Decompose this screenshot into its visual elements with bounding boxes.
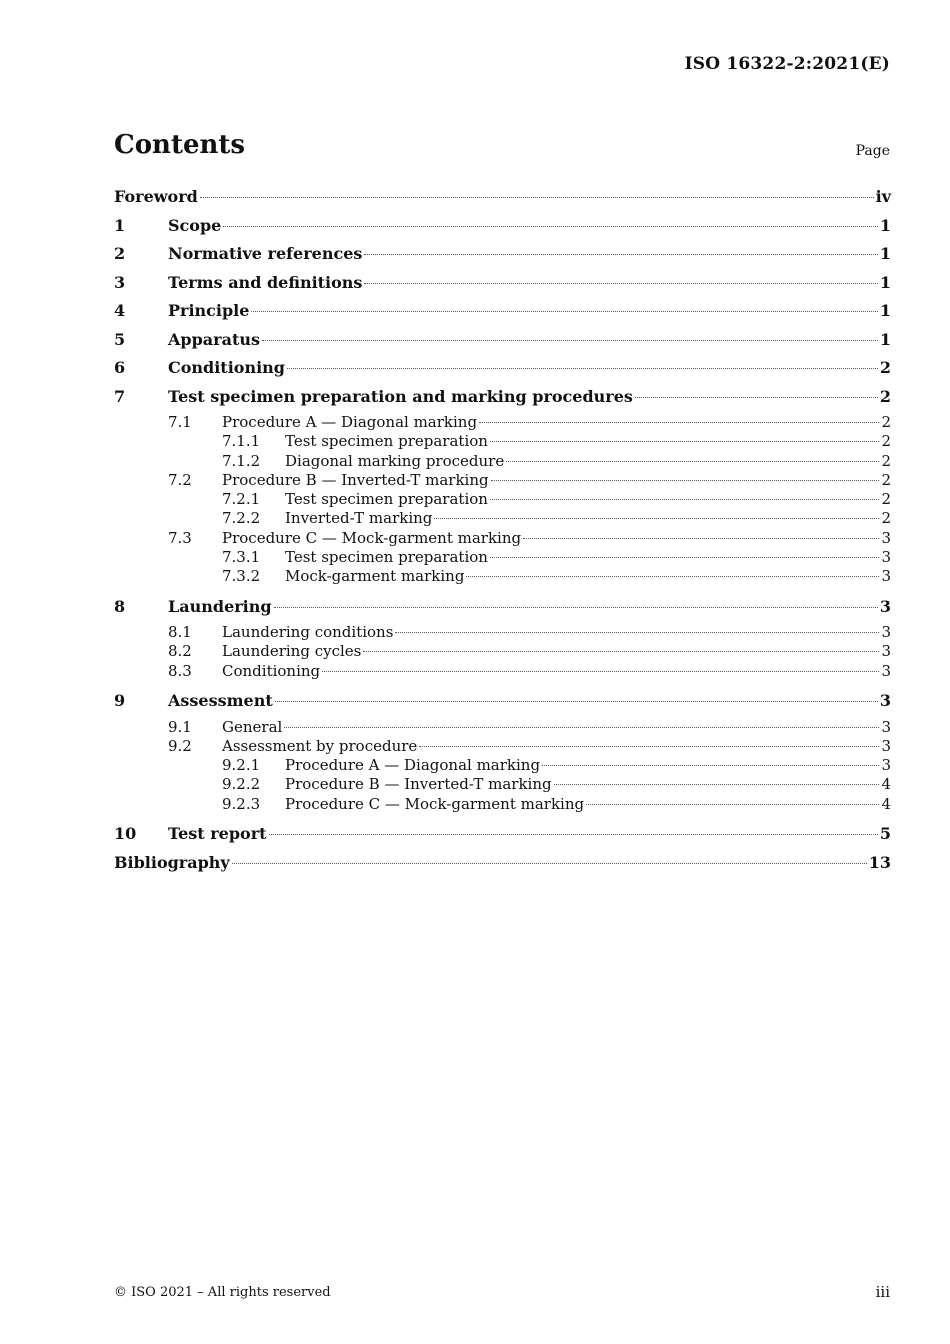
toc-entry-page: 13 [868, 852, 891, 872]
toc-entry-line [114, 185, 891, 209]
toc-entry[interactable] [114, 822, 891, 851]
toc-entry-page: 2 [879, 358, 891, 377]
toc-entry-line [168, 689, 891, 713]
dot-leader [419, 746, 879, 747]
toc-entry[interactable] [114, 851, 891, 880]
toc-entry-title[interactable]: Apparatus [168, 329, 260, 349]
toc-entry[interactable] [114, 567, 891, 586]
toc-entry-line [168, 385, 891, 409]
toc-entry-number: 7.2.2 [222, 509, 261, 528]
toc-heading: Contents [114, 130, 246, 160]
toc-entry-page: 1 [879, 272, 891, 292]
toc-entry-line [222, 413, 891, 432]
toc-entry-page: 2 [881, 432, 891, 451]
toc-entry[interactable] [114, 595, 891, 624]
toc-entry-title[interactable]: Procedure C — Mock-garment marking [285, 794, 585, 813]
toc-entry-number: 7 [114, 386, 126, 406]
toc-entry[interactable] [114, 299, 891, 328]
toc-entry-line [168, 271, 891, 295]
toc-entry-page: 3 [879, 691, 891, 711]
toc-entry-title[interactable]: Test report [168, 824, 267, 844]
toc-entry-line [168, 328, 891, 352]
dot-leader [490, 441, 880, 442]
toc-entry-number: 10 [114, 824, 137, 844]
toc-entry-line [285, 795, 891, 814]
toc-entry-line [222, 642, 891, 661]
toc-entry-page: 2 [881, 490, 891, 509]
toc-entry[interactable] [114, 795, 891, 814]
toc-entry-page: 3 [879, 596, 891, 616]
toc-entry-title[interactable]: Laundering [168, 596, 272, 616]
dot-leader [395, 632, 879, 633]
toc-entry-title[interactable]: Test specimen preparation and marking procedures [168, 386, 633, 406]
toc-entry[interactable] [114, 242, 891, 271]
toc-entry-line [222, 471, 891, 490]
toc-entry-line [285, 548, 891, 567]
table-of-contents [114, 185, 891, 879]
toc-entry-number: 9.2.2 [222, 775, 261, 794]
dot-leader [466, 576, 879, 577]
toc-entry[interactable] [114, 413, 891, 432]
toc-entry-number: 6 [114, 358, 126, 377]
toc-entry-title[interactable]: Conditioning [222, 661, 321, 680]
toc-entry[interactable] [114, 737, 891, 756]
toc-entry-title[interactable]: Scope [168, 215, 222, 235]
dot-leader [364, 283, 877, 284]
dot-leader [506, 461, 879, 462]
toc-entry[interactable] [114, 689, 891, 718]
toc-entry-title[interactable]: Assessment by procedure [222, 736, 418, 755]
toc-entry[interactable] [114, 214, 891, 243]
toc-entry-title[interactable]: Procedure B — Inverted-T marking [222, 470, 489, 489]
toc-entry-number: 3 [114, 272, 126, 292]
toc-entry-number: 7.3.1 [222, 548, 261, 567]
dot-leader [223, 226, 878, 227]
toc-entry-number: 8.1 [168, 623, 192, 642]
toc-entry-line [285, 509, 891, 528]
toc-entry-number: 7.2.1 [222, 490, 261, 509]
dot-leader [554, 784, 880, 785]
toc-entry-line [168, 822, 891, 846]
toc-entry-page: 3 [881, 567, 891, 586]
toc-entry-line [285, 432, 891, 451]
toc-entry-title[interactable]: Laundering conditions [222, 623, 394, 642]
toc-entry-title[interactable]: Procedure A — Diagonal marking [222, 413, 478, 431]
toc-entry-page: 3 [881, 528, 891, 547]
toc-entry-title[interactable]: Principle [168, 301, 250, 320]
toc-entry-line [222, 662, 891, 681]
toc-entry-page: 3 [881, 642, 891, 661]
toc-entry-line [168, 299, 891, 323]
toc-entry-title[interactable]: Test specimen preparation [285, 490, 488, 509]
toc-entry-title[interactable]: Bibliography [114, 852, 230, 872]
toc-entry-number: 9.2 [168, 736, 192, 755]
toc-entry[interactable] [114, 452, 891, 471]
toc-entry-title[interactable]: Mock-garment marking [285, 567, 465, 586]
toc-entry-page: 2 [881, 470, 891, 489]
toc-entry-line [168, 356, 891, 380]
toc-entry-title[interactable]: General [222, 717, 283, 736]
dot-leader [200, 197, 874, 198]
toc-entry-title[interactable]: Test specimen preparation [285, 548, 488, 567]
dot-leader [635, 397, 878, 398]
toc-entry-page: 1 [879, 329, 891, 349]
dot-leader [490, 557, 880, 558]
dot-leader [262, 340, 878, 341]
dot-leader [363, 651, 879, 652]
toc-entry-number: 7.1.1 [222, 432, 261, 451]
toc-entry[interactable] [114, 356, 891, 385]
toc-entry-title[interactable]: Assessment [168, 691, 273, 711]
toc-entry[interactable] [114, 756, 891, 775]
toc-entry-number: 7.1.2 [222, 451, 261, 470]
toc-entry-title[interactable]: Normative references [168, 244, 363, 263]
toc-entry[interactable] [114, 718, 891, 737]
toc-entry[interactable] [114, 529, 891, 548]
toc-entry-page: 4 [881, 794, 891, 813]
toc-entry-number: 8 [114, 596, 126, 616]
dot-leader [364, 254, 877, 255]
toc-entry-page: iv [875, 187, 891, 206]
toc-entry-line [168, 214, 891, 238]
toc-entry-line [168, 595, 891, 619]
dot-leader [586, 804, 879, 805]
dot-leader [491, 480, 880, 481]
toc-entry-number: 7.3 [168, 528, 192, 547]
dot-leader [251, 311, 877, 312]
toc-entry-number: 9.2.3 [222, 794, 261, 813]
dot-leader [287, 368, 878, 369]
toc-entry-title[interactable]: Inverted-T marking [285, 509, 433, 528]
dot-leader [274, 607, 878, 608]
toc-entry-page: 3 [881, 548, 891, 567]
toc-entry-number: 1 [114, 215, 126, 235]
toc-entry-line [222, 529, 891, 548]
toc-entry-page: 1 [879, 301, 891, 320]
toc-entry-line [222, 718, 891, 737]
toc-entry[interactable] [114, 662, 891, 681]
toc-entry-page: 3 [881, 736, 891, 755]
toc-entry[interactable] [114, 775, 891, 794]
toc-entry-title[interactable]: Conditioning [168, 358, 285, 377]
toc-entry-number: 7.3.2 [222, 567, 261, 586]
dot-leader [322, 671, 879, 672]
toc-entry-page: 3 [881, 623, 891, 642]
toc-entry-page: 3 [881, 717, 891, 736]
toc-entry-number: 2 [114, 244, 126, 263]
dot-leader [490, 499, 880, 500]
dot-leader [269, 834, 878, 835]
toc-entry[interactable] [114, 432, 891, 451]
toc-entry-line [285, 567, 891, 586]
toc-entry-line [168, 242, 891, 266]
dot-leader [523, 538, 879, 539]
toc-entry[interactable] [114, 271, 891, 300]
dot-leader [542, 765, 879, 766]
toc-entry-page: 2 [881, 451, 891, 470]
toc-entry[interactable] [114, 548, 891, 567]
dot-leader [284, 727, 879, 728]
dot-leader [232, 863, 867, 864]
document-id-header: ISO 16322-2:2021(E) [684, 54, 890, 74]
toc-entry-line [222, 737, 891, 756]
toc-entry-line [285, 756, 891, 775]
toc-entry-line [285, 452, 891, 471]
toc-entry-title[interactable]: Procedure A — Diagonal marking [285, 756, 541, 775]
toc-entry[interactable] [114, 623, 891, 642]
toc-entry-number: 9.2.1 [222, 756, 261, 775]
toc-entry[interactable] [114, 490, 891, 509]
toc-entry-page: 5 [879, 824, 891, 844]
toc-entry-title[interactable]: Procedure C — Mock-garment marking [222, 528, 522, 547]
toc-entry-page: 1 [879, 215, 891, 235]
toc-entry-page: 2 [881, 509, 891, 528]
toc-entry-number: 8.2 [168, 642, 192, 661]
toc-entry-title[interactable]: Procedure B — Inverted-T marking [285, 775, 552, 794]
page-column-label: Page [855, 143, 890, 159]
toc-entry-number: 8.3 [168, 661, 192, 680]
footer-page-number: iii [875, 1283, 890, 1301]
toc-entry-title[interactable]: Laundering cycles [222, 642, 362, 661]
toc-entry-title[interactable]: Terms and definitions [168, 272, 363, 292]
toc-entry-number: 4 [114, 301, 126, 320]
toc-entry-page: 2 [881, 413, 891, 431]
toc-entry-title[interactable]: Test specimen preparation [285, 432, 488, 451]
dot-leader [434, 518, 879, 519]
toc-entry-line [285, 775, 891, 794]
toc-entry[interactable] [114, 385, 891, 414]
copyright-notice: © ISO 2021 – All rights reserved [114, 1285, 331, 1300]
toc-entry-page: 3 [881, 756, 891, 775]
toc-entry-number: 7.2 [168, 470, 192, 489]
toc-entry[interactable] [114, 471, 891, 490]
toc-entry-title[interactable]: Diagonal marking procedure [285, 451, 505, 470]
toc-entry-line [114, 851, 891, 875]
toc-entry-page: 1 [879, 244, 891, 263]
toc-entry-line [222, 623, 891, 642]
toc-entry-page: 2 [879, 386, 891, 406]
toc-entry-title[interactable]: Foreword [114, 187, 198, 206]
toc-entry[interactable] [114, 185, 891, 214]
toc-entry-number: 9.1 [168, 717, 192, 736]
toc-entry-page: 3 [881, 661, 891, 680]
toc-entry[interactable] [114, 328, 891, 357]
toc-entry[interactable] [114, 509, 891, 528]
dot-leader [479, 422, 879, 423]
toc-entry-line [285, 490, 891, 509]
toc-entry-page: 4 [881, 775, 891, 794]
toc-entry-number: 7.1 [168, 413, 192, 431]
toc-entry-number: 5 [114, 329, 126, 349]
toc-entry-number: 9 [114, 691, 126, 711]
toc-entry[interactable] [114, 642, 891, 661]
dot-leader [275, 701, 878, 702]
